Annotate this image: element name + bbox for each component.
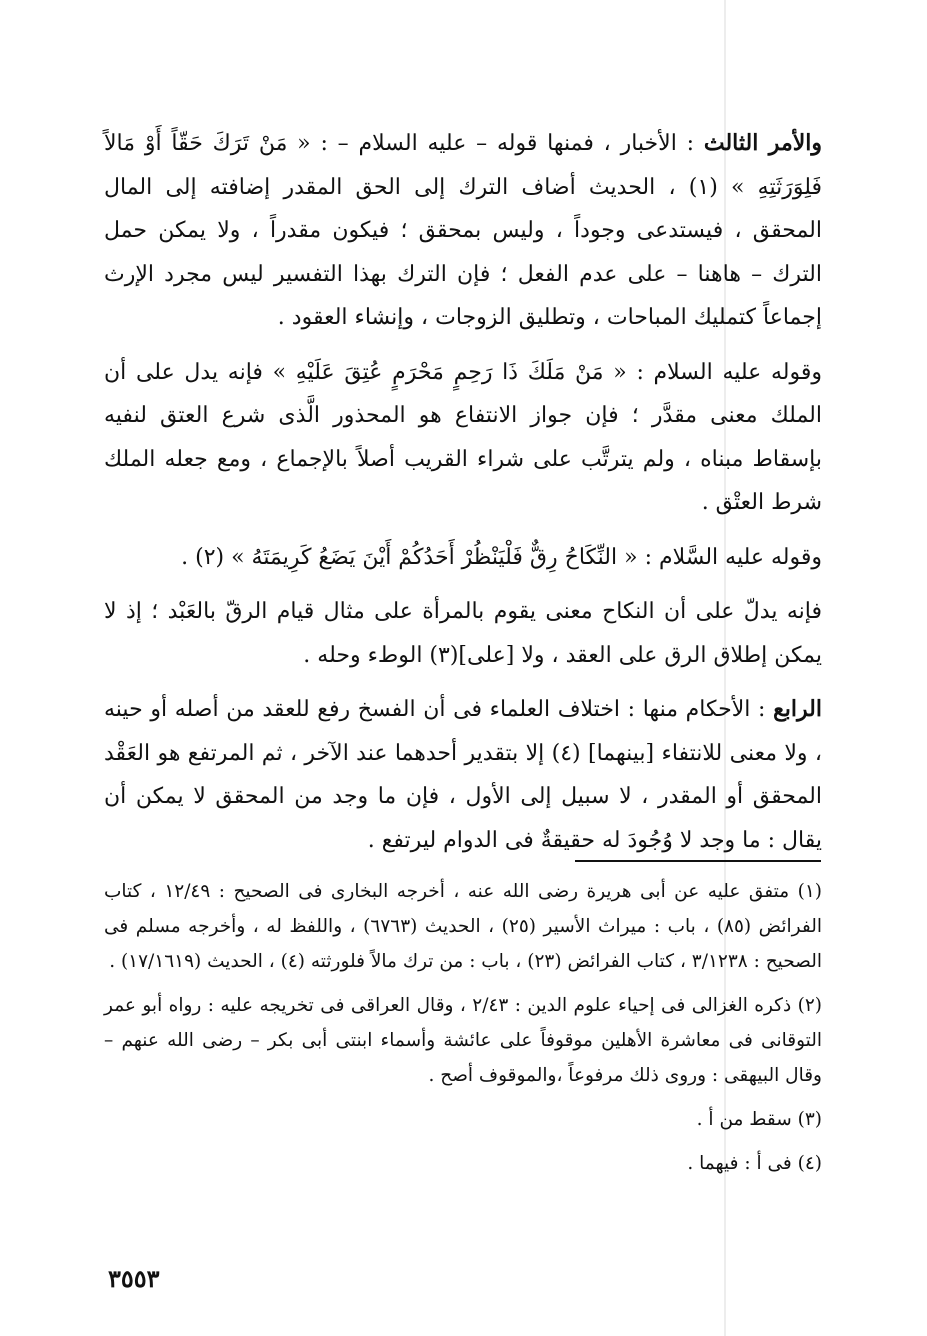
paragraph-body: وقوله عليه السلام : « مَنْ مَلَكَ ذَا رَحِمٍ مَحْرَمٍ عُتِقَ عَلَيْهِ » فإنه يدل على أن الملك معنى مقدَّر ؛ فإن جواز الانتفاع هو المحذور الَّذى شرع العتق لنفيه بإسقاط مبناه ، ولم يترتَّب على شراء القريب أصلاً بالإجماع ، ومع جعله الملك شرط العتْق . xyxy=(104,359,822,515)
paragraph-body: : الأحكام منها : اختلاف العلماء فى أن الفسخ رفع للعقد من أصله أو حينه ، ولا معنى للانتفاء [بينهما] (٤) إلا بتقدير أحدهما عند الآخر ، ثم المرتفع هو العَقْد المحقق أو المقدر ، لا سبيل إلى الأول ، فإن ما وجد من المحقق لا يمكن أن يقال : ما وجد لا وُجُودَ له حقيقةٌ فى الدوام ليرتفع . xyxy=(104,697,822,853)
paragraph-body: : الأخبار ، فمنها قوله – عليه السلام – : « مَنْ تَرَكَ حَقّاً أَوْ مَالاً فَلِوَرَثَتِهِ » (١) ، الحديث أضاف الترك إلى الحق المقدر إضافته إلى المال المحقق ، فيستدعى وجوداً ، وليس بمحقق ؛ فيكون مقدراً ، ولا يمكن حمل الترك – هاهنا – على عدم الفعل ؛ فإن الترك بهذا التفسير ليس مجرد الإرث إجماعاً كتمليك المباحات ، وتطليق الزوجات ، وإنشاء العقود . xyxy=(104,131,823,330)
main-text xyxy=(104,122,822,873)
paragraph-fourth xyxy=(104,688,822,862)
paragraph-kinship-hadith xyxy=(104,351,822,525)
footnote-3: (٣) سقط من أ . xyxy=(696,1109,822,1130)
footnote-4: (٤) فى أ : فيهما . xyxy=(687,1153,822,1174)
footnotes xyxy=(104,874,822,1190)
paragraph-body: فإنه يدلّ على أن النكاح معنى يقوم بالمرأة على مثال قيام الرقّ بالعَبْد ؛ إذ لا يمكن إطلاق الرق على العقد ، ولا [على](٣) الوطء وحله . xyxy=(104,599,822,668)
paragraph-nikah-explanation xyxy=(104,590,822,677)
paragraph-lead: الرابع xyxy=(773,696,822,722)
footnote-2: (٢) ذكره الغزالى فى إحياء علوم الدين : ٢/٤٣ ، وقال العراقى فى تخريجه عليه : رواه أبو عمر التوقانى فى معاشرة الأهلين موقوفاً على عائشة وأسماء ابنتى أبى بكر – رضى الله عنهم – وقال البيهقى : وروى ذلك مرفوعاً ،والموقوف أصح . xyxy=(104,995,823,1086)
page-number: ٣٥٥٣ xyxy=(108,1264,160,1293)
paragraph-body: وقوله عليه السَّلام : « النِّكَاحُ رِقٌّ فَلْيَنْظُرْ أَحَدُكُمْ أَيْنَ يَضَعُ كَرِيمَتَهُ » (٢) . xyxy=(181,544,822,570)
footnote-1: (١) متفق عليه عن أبى هريرة رضى الله عنه ، أخرجه البخارى فى الصحيح : ١٢/٤٩ ، كتاب الفرائض (٨٥) ، باب : ميراث الأسير (٢٥) ، الحديث (٦٧٦٣) ، واللفظ له ، وأخرجه مسلم فى الصحيح : ٣/١٢٣٨ ، كتاب الفرائض (٢٣) ، باب : من ترك مالاً فلورثته (٤) ، الحديث (١٧/١٦١٩) . xyxy=(104,881,822,972)
footnote-separator xyxy=(575,860,821,862)
paragraph-third-matter xyxy=(104,122,822,340)
paragraph-nikah-hadith xyxy=(104,536,822,580)
paragraph-lead: والأمر الثالث xyxy=(703,130,823,156)
